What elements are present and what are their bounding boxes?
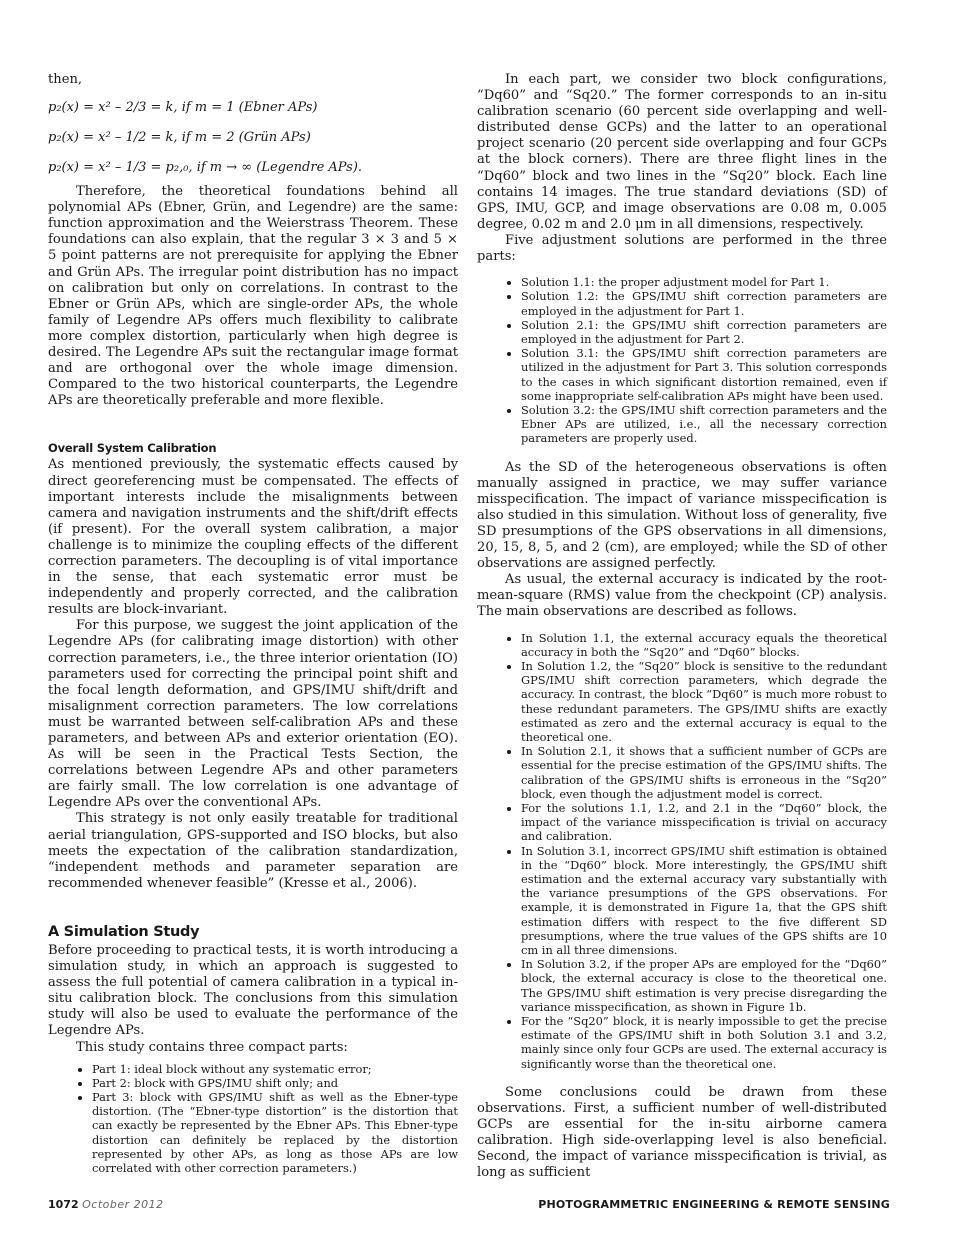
equation-legendre: p₂(x) = x² – 1/3 = p₂,₀, if m → ∞ (Legendre APs). (48, 160, 363, 176)
right-column (477, 72, 887, 1181)
list-item: • Solution 3.2: the GPS/IMU shift correction parameters and the Ebner APs are utilized, i.e., all the necessary correction parameters are properly used. (521, 403, 887, 446)
list-item: • Part 1: ideal block without any systematic error; (92, 1062, 458, 1076)
page-number: 1072 (48, 1198, 79, 1211)
paragraph: As usual, the external accuracy is indicated by the root-mean-square (RMS) value from the checkpoint (CP) analysis. The main observations are described as follows. (477, 572, 887, 620)
footer-left (48, 1198, 164, 1211)
list-item: • Solution 1.1: the proper adjustment model for Part 1. (521, 275, 887, 289)
paragraph: As mentioned previously, the systematic effects caused by direct georeferencing must be compensated. The effects of important interests include the misalignments between camera and navigation instruments and the shift/drift effects (if present). For the overall system calibration, a major challenge is to minimize the coupling effects of the different correction parameters. The decoupling is of vital importance in the sense, that each systematic error must be independently and properly corrected, and the calibration results are block-invariant. (48, 457, 458, 618)
paragraph: In each part, we consider two block configurations, “Dq60” and “Sq20.” The former corresponds to an in-situ calibration scenario (60 percent side overlapping and well-distributed dense GCPs) and the latter to an operational project scenario (20 percent side overlapping and four GCPs at the block corners). There are three flight lines in the “Dq60” block and two lines in the “Sq20” block. Each line contains 14 images. The true standard deviations (SD) of GPS, IMU, GCP, and image observations are 0.08 m, 0.005 degree, 0.02 m and 2.0 μm in all dimensions, respectively. (477, 72, 887, 232)
list-item: • For the “Sq20” block, it is nearly impossible to get the precise estimate of the GPS/IMU shift in both Solution 3.1 and 3.2, mainly since only four GCPs are used. The external accuracy is significantly worse than the theoretical one. (521, 1014, 887, 1071)
journal-name: PHOTOGRAMMETRIC ENGINEERING & REMOTE SENSING (538, 1198, 890, 1211)
list-item: • Part 2: block with GPS/IMU shift only; and (92, 1076, 458, 1090)
paragraph: Therefore, the theoretical foundations behind all polynomial APs (Ebner, Grün, and Legendre) are the same: function approximation and the Weierstrass Theorem. These foundations can also explain, that the regular 3 × 3 and 5 × 5 point patterns are not prerequisite for applying the Ebner and Grün APs. The irregular point distribution has no impact on calibration but only on correlations. In contrast to the Ebner or Grün APs, which are single-order APs, the whole family of Legendre APs offers much flexibility to calibrate more complex distortion, particularly when high degree is desired. The Legendre APs suit the rectangular image format and are orthogonal over the whole image dimension. Compared to the two historical counterparts, the Legendre APs are theoretically preferable and more flexible. (48, 184, 458, 409)
paragraph: For this purpose, we suggest the joint application of the Legendre APs (for calibrating image distortion) with other correction parameters, i.e., the three interior orientation (IO) parameters used for correcting the principal point shift and the focal length deformation, and GPS/IMU shift/drift and misalignment correction parameters. The low correlations must be warranted between self-calibration APs and these parameters, and between APs and exterior orientation (EO). As will be seen in the Practical Tests Section, the correlations between Legendre APs and other parameters are fairly small. The low correlation is one advantage of Legendre APs over the conventional APs. (48, 618, 458, 811)
text-then: then, (48, 72, 83, 87)
list-item: • Solution 1.2: the GPS/IMU shift correction parameters are employed in the adjustment for Part 1. (521, 289, 887, 317)
list-item: • In Solution 2.1, it shows that a sufficient number of GCPs are essential for the precise estimation of the GPS/IMU shifts. The calibration of the GPS/IMU shifts is erroneous in the “Sq20” block, even though the adjustment model is correct. (521, 744, 887, 801)
equation-ebner: p₂(x) = x² – 2/3 = k, if m = 1 (Ebner APs) (48, 100, 318, 116)
issue-date: October 2012 (82, 1198, 164, 1211)
list-item: • In Solution 3.2, if the proper APs are employed for the “Dq60” block, the external accuracy is close to the theoretical one. The GPS/IMU shift estimation is very precise disregarding the variance misspecification, as shown in Figure 1b. (521, 957, 887, 1014)
paragraph: This strategy is not only easily treatable for traditional aerial triangulation, GPS-supported and ISO blocks, but also meets the expectation of the calibration standardization, “independent methods and parameter separation are recommended whenever feasible” (Kresse et al., 2006). (48, 811, 458, 891)
parts-list (48, 1062, 458, 1176)
equation-grun: p₂(x) = x² – 1/2 = k, if m = 2 (Grün APs) (48, 130, 311, 146)
left-column (48, 72, 458, 1181)
paragraph: Some conclusions could be drawn from these observations. First, a sufficient number of well-distributed GCPs are essential for the in-situ airborne camera calibration. High side-overlapping level is also beneficial. Second, the impact of variance misspecification is trivial, as long as sufficient (477, 1084, 887, 1181)
list-item: • In Solution 1.2, the “Sq20” block is sensitive to the redundant GPS/IMU shift correction parameters, which degrade the accuracy. In contrast, the block “Dq60” is much more robust to these redundant parameters. The GPS/IMU shifts are exactly estimated as zero and the external accuracy is equal to the theoretical one. (521, 659, 887, 744)
list-item: • Part 3: block with GPS/IMU shift as well as the Ebner-type distortion. (The “Ebner-type distortion” is the distortion that can exactly be represented by the Ebner APs. This Ebner-type distortion can definitely be replaced by the distortion represented by other APs, as long as those APs are low correlated with other correction parameters.) (92, 1090, 458, 1175)
list-item: • Solution 3.1: the GPS/IMU shift correction parameters are utilized in the adjustment for Part 3. This solution corresponds to the cases in which significant distortion remained, even if some inappropriate self-calibration APs might have been used. (521, 346, 887, 403)
paragraph: As the SD of the heterogeneous observations is often manually assigned in practice, we may suffer variance misspecification. The impact of variance misspecification is also studied in this simulation. Without loss of generality, five SD presumptions of the GPS observations in all dimensions, 20, 15, 8, 5, and 2 (cm), are employed; while the SD of other observations are assigned perfectly. (477, 459, 887, 572)
section-heading-overall-calibration: Overall System Calibration (48, 441, 217, 456)
paragraph: This study contains three compact parts: (76, 1039, 348, 1055)
list-item: • For the solutions 1.1, 1.2, and 2.1 in the “Dq60” block, the impact of the variance misspecification is trivial on accuracy and calibration. (521, 801, 887, 844)
section-heading-simulation: A Simulation Study (48, 923, 200, 940)
list-item: • In Solution 1.1, the external accuracy equals the theoretical accuracy in both the “Sq20” and “Dq60” blocks. (521, 631, 887, 659)
solutions-list (477, 275, 887, 445)
paragraph: Five adjustment solutions are performed in the three parts: (477, 232, 887, 265)
observations-list (477, 631, 887, 1071)
list-item: • Solution 2.1: the GPS/IMU shift correction parameters are employed in the adjustment for Part 2. (521, 318, 887, 346)
paragraph: Before proceeding to practical tests, it is worth introducing a simulation study, in which an approach is suggested to assess the full potential of camera calibration in a typical in-situ calibration block. The conclusions from this simulation study will also be used to evaluate the performance of the Legendre APs. (48, 942, 458, 1039)
list-item: • In Solution 3.1, incorrect GPS/IMU shift estimation is obtained in the “Dq60” block. More interestingly, the GPS/IMU shift estimation and the external accuracy vary substantially with the variance presumptions of the GPS observations. For example, it is demonstrated in Figure 1a, that the GPS shift estimation differs with respect to the five different SD presumptions, where the true values of the GPS shifts are 10 cm in all three dimensions. (521, 844, 887, 958)
